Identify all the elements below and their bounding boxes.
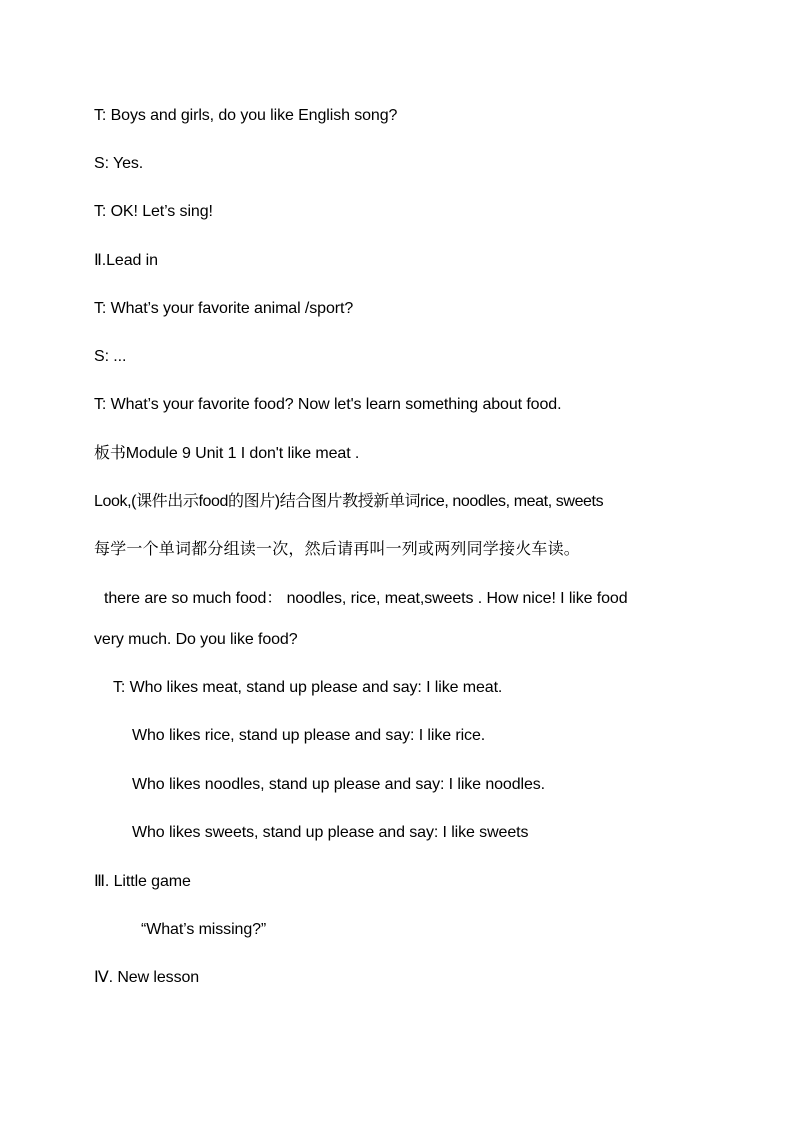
line-who-likes-rice: Who likes rice, stand up please and say: I like rice.	[132, 727, 486, 744]
line-who-likes-meat: T: Who likes meat, stand up please and say: I like meat.	[113, 679, 503, 696]
line-board-title: 板书Module 9 Unit 1 I don't like meat .	[94, 445, 360, 462]
line-look-vocabulary: Look,(课件出示food的图片)结合图片教授新单词rice, noodles, meat, sweets	[94, 493, 604, 510]
heading-little-game: Ⅲ. Little game	[94, 873, 191, 890]
line-teacher-favorite-food: T: What’s your favorite food? Now let's learn something about food.	[94, 396, 562, 413]
heading-new-lesson: Ⅳ. New lesson	[94, 969, 200, 986]
line-student-yes: S: Yes.	[94, 155, 144, 172]
line-teacher-favorite-animal: T: What’s your favorite animal /sport?	[94, 300, 354, 317]
heading-lead-in: Ⅱ.Lead in	[94, 252, 158, 269]
line-reading-instruction: 每学一个单词都分组读一次，然后请再叫一列或两列同学接火车读。	[94, 541, 581, 558]
line-whats-missing: “What’s missing?”	[141, 921, 267, 938]
line-who-likes-noodles: Who likes noodles, stand up please and say: I like noodles.	[132, 776, 546, 793]
line-teacher-greeting: T: Boys and girls, do you like English song?	[94, 107, 398, 124]
line-student-answer: S: ...	[94, 348, 127, 365]
line-teacher-sing: T: OK! Let’s sing!	[94, 203, 213, 220]
line-so-much-food: there are so much food： noodles, rice, meat,sweets . How nice! I like food	[104, 590, 628, 607]
line-do-you-like-food: very much. Do you like food?	[94, 631, 298, 648]
line-who-likes-sweets: Who likes sweets, stand up please and say: I like sweets	[132, 824, 529, 841]
